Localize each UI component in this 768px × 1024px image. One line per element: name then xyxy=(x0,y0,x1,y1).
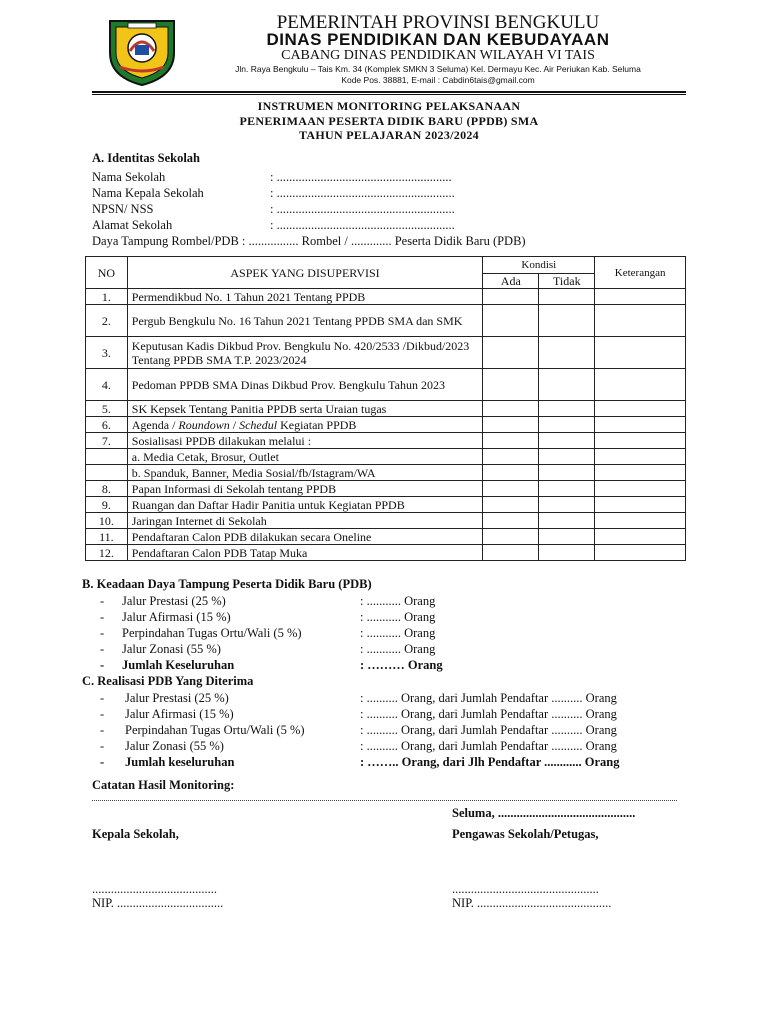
ada-cell[interactable] xyxy=(483,449,539,465)
keterangan-cell[interactable] xyxy=(595,481,686,497)
realization-label: Jalur Prestasi (25 %) xyxy=(125,691,229,705)
row-number: 9. xyxy=(86,497,128,513)
letterhead-rule-thick xyxy=(92,91,686,93)
row-number: 5. xyxy=(86,401,128,417)
row-number: 4. xyxy=(86,369,128,401)
row-aspect: Ruangan dan Daftar Hadir Panitia untuk Kegiatan PPDB xyxy=(127,497,483,513)
bullet: - xyxy=(100,691,105,705)
identity-value: : ......................................................... xyxy=(270,186,455,200)
table-row xyxy=(86,369,686,401)
col-header-ada: Ada xyxy=(483,274,539,289)
table-row xyxy=(86,433,686,449)
tidak-cell[interactable] xyxy=(539,417,595,433)
keterangan-cell[interactable] xyxy=(595,401,686,417)
realization-label: Perpindahan Tugas Ortu/Wali (5 %) xyxy=(125,723,305,737)
letterhead-line-3: CABANG DINAS PENDIDIKAN WILAYAH VI TAIS xyxy=(281,48,595,63)
tidak-cell[interactable] xyxy=(539,289,595,305)
letterhead-line-2: DINAS PENDIDIKAN DAN KEBUDAYAAN xyxy=(266,30,610,49)
realization-value: : .......... Orang, dari Jumlah Pendaftar .......... Orang xyxy=(360,739,617,753)
section-a-heading: A. Identitas Sekolah xyxy=(92,151,201,165)
row-aspect: Pendaftaran Calon PDB Tatap Muka xyxy=(127,545,483,561)
tidak-cell[interactable] xyxy=(539,545,595,561)
realization-value: : .......... Orang, dari Jumlah Pendaftar .......... Orang xyxy=(360,691,617,705)
col-header-no: NO xyxy=(86,257,128,289)
ada-cell[interactable] xyxy=(483,305,539,337)
ada-cell[interactable] xyxy=(483,529,539,545)
keterangan-cell[interactable] xyxy=(595,465,686,481)
keterangan-cell[interactable] xyxy=(595,369,686,401)
notes-dotted-line[interactable] xyxy=(92,800,677,801)
row-aspect: Pergub Bengkulu No. 16 Tahun 2021 Tentang PPDB SMA dan SMK xyxy=(127,305,483,337)
row-number: 11. xyxy=(86,529,128,545)
tidak-cell[interactable] xyxy=(539,513,595,529)
row-number: 7. xyxy=(86,433,128,449)
letterhead-address-2: Kode Pos. 38881, E-mail : Cabdin6tais@gmail.com xyxy=(341,75,535,85)
realization-label: Jalur Zonasi (55 %) xyxy=(125,739,224,753)
keterangan-cell[interactable] xyxy=(595,417,686,433)
table-row xyxy=(86,305,686,337)
quota-label: Jalur Zonasi (55 %) xyxy=(122,642,221,656)
letterhead-line-1: PEMERINTAH PROVINSI BENGKULU xyxy=(276,12,600,33)
tidak-cell[interactable] xyxy=(539,529,595,545)
row-number: 10. xyxy=(86,513,128,529)
row-number: 2. xyxy=(86,305,128,337)
row-number xyxy=(86,465,128,481)
quota-value: : ........... Orang xyxy=(360,594,436,608)
table-row xyxy=(86,497,686,513)
row-aspect: a. Media Cetak, Brosur, Outlet xyxy=(127,449,483,465)
ada-cell[interactable] xyxy=(483,513,539,529)
col-header-tidak: Tidak xyxy=(539,274,595,289)
bullet: - xyxy=(100,594,105,608)
row-aspect xyxy=(127,417,483,433)
bullet: - xyxy=(100,626,105,640)
tidak-cell[interactable] xyxy=(539,449,595,465)
ada-cell[interactable] xyxy=(483,369,539,401)
quota-value: : ........... Orang xyxy=(360,610,436,624)
bullet: - xyxy=(100,755,105,769)
keterangan-cell[interactable] xyxy=(595,529,686,545)
tidak-cell[interactable] xyxy=(539,337,595,369)
table-row xyxy=(86,465,686,481)
ada-cell[interactable] xyxy=(483,433,539,449)
row-aspect: b. Spanduk, Banner, Media Sosial/fb/Istagram/WA xyxy=(127,465,483,481)
row-aspect-italic: Schedul xyxy=(239,417,278,432)
tidak-cell[interactable] xyxy=(539,369,595,401)
keterangan-cell[interactable] xyxy=(595,449,686,465)
table-row xyxy=(86,289,686,305)
bullet: - xyxy=(100,707,105,721)
identity-value: : ........................................................ xyxy=(270,170,452,184)
realization-total-value: : …….. Orang, dari Jlh Pendaftar ............ Orang xyxy=(360,755,620,769)
principal-nip: NIP. .................................. xyxy=(92,896,224,910)
bullet: - xyxy=(100,739,105,753)
keterangan-cell[interactable] xyxy=(595,305,686,337)
table-row xyxy=(86,417,686,433)
letterhead-rule-thin xyxy=(92,94,686,95)
tidak-cell[interactable] xyxy=(539,401,595,417)
keterangan-cell[interactable] xyxy=(595,289,686,305)
keterangan-cell[interactable] xyxy=(595,545,686,561)
supervisor-signature-line: ............................................... xyxy=(452,882,599,896)
table-row xyxy=(86,337,686,369)
row-number xyxy=(86,449,128,465)
supervisor-nip: NIP. ........................................... xyxy=(452,896,612,910)
identity-value: : ......................................................... xyxy=(270,218,455,232)
keterangan-cell[interactable] xyxy=(595,497,686,513)
table-row xyxy=(86,513,686,529)
row-number: 1. xyxy=(86,289,128,305)
table-row xyxy=(86,449,686,465)
keterangan-cell[interactable] xyxy=(595,513,686,529)
row-number: 6. xyxy=(86,417,128,433)
row-aspect-italic: Roundown xyxy=(178,417,230,432)
row-aspect-text: / xyxy=(229,417,240,432)
provincial-emblem-logo xyxy=(102,15,182,87)
document-title-line-1: INSTRUMEN MONITORING PELAKSANAAN xyxy=(257,99,521,113)
document-title-line-3: TAHUN PELAJARAN 2023/2024 xyxy=(299,128,479,142)
col-header-aspek: ASPEK YANG DISUPERVISI xyxy=(127,257,483,289)
realization-value: : .......... Orang, dari Jumlah Pendaftar .......... Orang xyxy=(360,707,617,721)
quota-total-value: : ……… Orang xyxy=(360,658,443,672)
ada-cell[interactable] xyxy=(483,465,539,481)
row-aspect: Sosialisasi PPDB dilakukan melalui : xyxy=(127,433,483,449)
quota-label: Jalur Prestasi (25 %) xyxy=(122,594,226,608)
supervisor-title: Pengawas Sekolah/Petugas, xyxy=(452,827,599,841)
section-c-heading: C. Realisasi PDB Yang Diterima xyxy=(82,674,254,688)
tidak-cell[interactable] xyxy=(539,481,595,497)
ada-cell[interactable] xyxy=(483,289,539,305)
row-aspect: Jaringan Internet di Sekolah xyxy=(127,513,483,529)
bullet: - xyxy=(100,723,105,737)
row-aspect: Pendaftaran Calon PDB dilakukan secara Oneline xyxy=(127,529,483,545)
quota-label: Perpindahan Tugas Ortu/Wali (5 %) xyxy=(122,626,302,640)
ada-cell[interactable] xyxy=(483,417,539,433)
quota-label: Jalur Afirmasi (15 %) xyxy=(122,610,231,624)
row-aspect-text: Agenda / xyxy=(131,417,179,432)
row-aspect: Pedoman PPDB SMA Dinas Dikbud Prov. Bengkulu Tahun 2023 xyxy=(127,369,483,401)
row-aspect: SK Kepsek Tentang Panitia PPDB serta Uraian tugas xyxy=(127,401,483,417)
tidak-cell[interactable] xyxy=(539,305,595,337)
identity-value: : ......................................................... xyxy=(270,202,455,216)
keterangan-cell[interactable] xyxy=(595,337,686,369)
quota-value: : ........... Orang xyxy=(360,642,436,656)
row-aspect: Keputusan Kadis Dikbud Prov. Bengkulu No. 420/2533 /Dikbud/2023 Tentang PPDB SMA T.P. 2023/2024 xyxy=(127,337,483,369)
col-header-kondisi: Kondisi xyxy=(483,257,595,274)
principal-signature-line: ........................................ xyxy=(92,882,217,896)
col-header-keterangan: Keterangan xyxy=(595,257,686,289)
document-title-line-2: PENERIMAAN PESERTA DIDIK BARU (PPDB) SMA xyxy=(239,114,539,128)
identity-label: Alamat Sekolah xyxy=(92,218,173,232)
notes-heading: Catatan Hasil Monitoring: xyxy=(92,778,235,792)
supervision-table xyxy=(85,256,686,561)
row-number: 12. xyxy=(86,545,128,561)
quota-value: : ........... Orang xyxy=(360,626,436,640)
table-row xyxy=(86,529,686,545)
identity-label: Nama Sekolah xyxy=(92,170,166,184)
quota-total-label: Jumlah Keseluruhan xyxy=(122,658,235,672)
row-aspect: Papan Informasi di Sekolah tentang PPDB xyxy=(127,481,483,497)
row-aspect-text: Kegiatan PPDB xyxy=(277,417,357,432)
bullet: - xyxy=(100,610,105,624)
capacity-line: Daya Tampung Rombel/PDB : ................ Rombel / ............. Peserta Didik Baru (PDB) xyxy=(92,234,526,248)
ada-cell[interactable] xyxy=(483,545,539,561)
ada-cell[interactable] xyxy=(483,481,539,497)
bullet: - xyxy=(100,658,105,672)
tidak-cell[interactable] xyxy=(539,433,595,449)
bullet: - xyxy=(100,642,105,656)
realization-label: Jalur Afirmasi (15 %) xyxy=(125,707,234,721)
row-number: 3. xyxy=(86,337,128,369)
tidak-cell[interactable] xyxy=(539,497,595,513)
row-number: 8. xyxy=(86,481,128,497)
section-b-heading: B. Keadaan Daya Tampung Peserta Didik Baru (PDB) xyxy=(82,577,372,591)
letterhead-address-1: Jln. Raya Bengkulu – Tais Km. 34 (Komplek SMKN 3 Seluma) Kel. Dermayu Kec. Air Periukan Kab. Seluma xyxy=(235,64,641,74)
identity-label: Nama Kepala Sekolah xyxy=(92,186,204,200)
principal-title: Kepala Sekolah, xyxy=(92,827,179,841)
ada-cell[interactable] xyxy=(483,497,539,513)
table-row xyxy=(86,401,686,417)
identity-label: NPSN/ NSS xyxy=(92,202,154,216)
row-aspect: Permendikbud No. 1 Tahun 2021 Tentang PPDB xyxy=(127,289,483,305)
ada-cell[interactable] xyxy=(483,401,539,417)
table-row xyxy=(86,545,686,561)
ada-cell[interactable] xyxy=(483,337,539,369)
place-date-line: Seluma, ............................................ xyxy=(452,806,636,820)
realization-value: : .......... Orang, dari Jumlah Pendaftar .......... Orang xyxy=(360,723,617,737)
realization-total-label: Jumlah keseluruhan xyxy=(125,755,235,769)
tidak-cell[interactable] xyxy=(539,465,595,481)
keterangan-cell[interactable] xyxy=(595,433,686,449)
table-row xyxy=(86,481,686,497)
